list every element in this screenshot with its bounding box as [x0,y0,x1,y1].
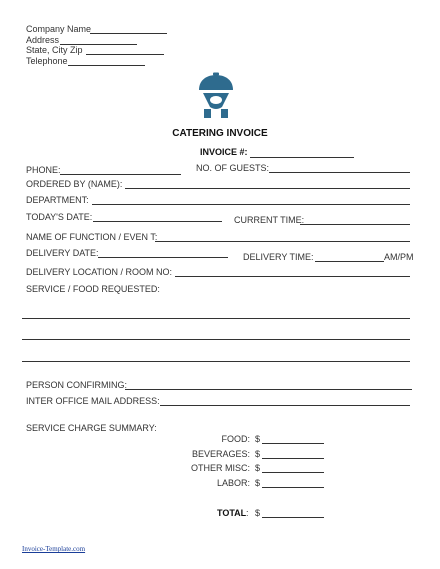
labor-amount-line[interactable] [262,487,324,488]
ordered-by-label: ORDERED BY (NAME): [26,179,123,189]
food-label: FOOD: [221,434,250,444]
department-line[interactable] [92,204,410,205]
food-amount-line[interactable] [262,443,324,444]
delivery-location-label: DELIVERY LOCATION / ROOM NO: [26,267,173,277]
delivery-location-line[interactable] [175,276,410,277]
delivery-time-line[interactable] [315,261,384,262]
mail-address-label: INTER OFFICE MAIL ADDRESS: [26,396,160,406]
service-food-label: SERVICE / FOOD REQUESTED: [26,284,160,294]
other-misc-label: OTHER MISC: [190,463,250,473]
todays-date-label: TODAY'S DATE: [26,212,93,222]
delivery-date-label: DELIVERY DATE: [26,248,99,258]
function-event-line[interactable] [155,241,410,242]
other-misc-amount-line[interactable] [262,472,324,473]
catering-cloche-icon [196,71,244,119]
labor-label: LABOR: [216,478,250,488]
labor-currency: $ [255,478,261,488]
state-city-zip-label: State, City Zip [26,45,83,55]
mail-address-line[interactable] [160,405,410,406]
total-amount-line[interactable] [262,517,324,518]
guests-label: NO. OF GUESTS: [196,163,270,173]
service-food-line-3[interactable] [22,361,410,362]
company-name-label: Company Name [26,24,92,34]
service-charge-summary-heading: SERVICE CHARGE SUMMARY: [26,423,157,433]
current-time-label: CURRENT TIME: [234,215,305,225]
footer-link[interactable]: Invoice-Template.com [22,545,86,553]
address-label: Address [26,35,60,45]
company-name-line[interactable] [90,33,167,34]
person-confirming-line[interactable] [125,389,412,390]
page-title: CATERING INVOICE [172,128,268,139]
other-misc-currency: $ [255,463,261,473]
total-label: TOTAL [217,508,247,518]
service-food-line-2[interactable] [22,339,410,340]
total-currency: $ [255,508,261,518]
telephone-line[interactable] [68,65,145,66]
invoice-number-line[interactable] [250,157,354,158]
delivery-time-label: DELIVERY TIME: [243,252,314,262]
service-food-line-1[interactable] [22,318,410,319]
phone-line[interactable] [60,174,181,175]
current-time-line[interactable] [300,224,410,225]
department-label: DEPARTMENT: [26,195,89,205]
ordered-by-line[interactable] [125,188,410,189]
food-currency: $ [255,434,261,444]
state-city-zip-line[interactable] [86,54,164,55]
ampm-label: AM/PM [384,252,414,262]
person-confirming-label: PERSON CONFIRMING: [26,380,128,390]
todays-date-line[interactable] [93,221,222,222]
invoice-number-label: INVOICE #: [200,147,248,157]
beverages-amount-line[interactable] [262,458,324,459]
telephone-label: Telephone [26,56,68,66]
function-event-label: NAME OF FUNCTION / EVEN T: [26,232,158,242]
total-colon: : [246,508,249,518]
delivery-date-line[interactable] [98,257,228,258]
beverages-currency: $ [255,449,261,459]
phone-label: PHONE: [26,165,61,175]
guests-line[interactable] [269,172,410,173]
beverages-label: BEVERAGES: [191,449,250,459]
